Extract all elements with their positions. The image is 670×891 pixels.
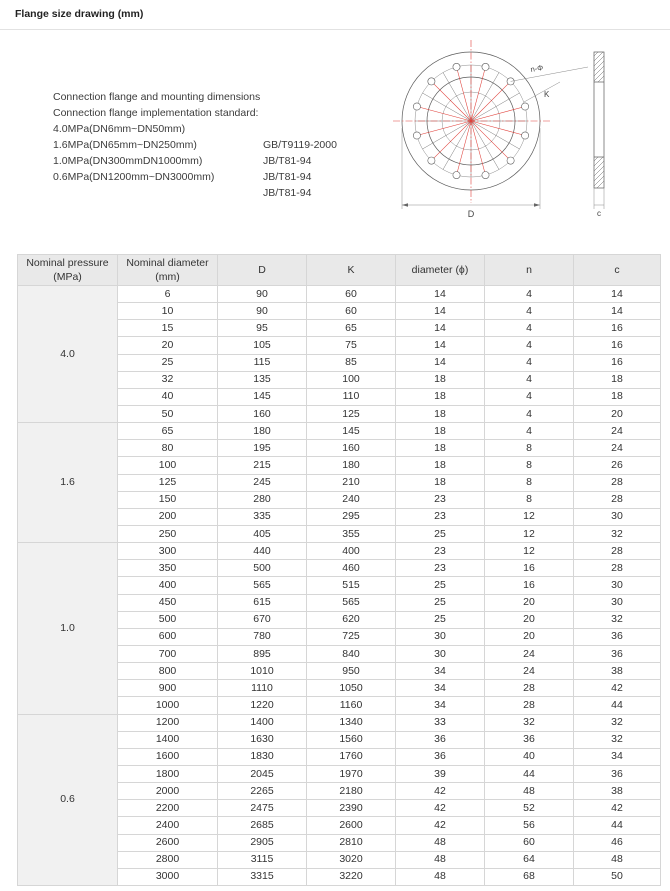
cell-c: 16 (574, 320, 661, 337)
cell-c: 50 (574, 869, 661, 886)
cell-c: 32 (574, 612, 661, 629)
cell-hole-diameter: 25 (396, 595, 485, 612)
cell-n: 8 (485, 492, 574, 509)
header-label: Nominal diameter (126, 257, 209, 269)
cell-nominal-diameter: 200 (118, 509, 218, 526)
cell-K: 60 (307, 286, 396, 303)
bolt-hole (507, 157, 514, 164)
cell-hole-diameter: 18 (396, 372, 485, 389)
cell-D: 1110 (218, 680, 307, 697)
cell-nominal-diameter: 400 (118, 577, 218, 594)
flange-size-table (17, 254, 661, 886)
cell-K: 2180 (307, 783, 396, 800)
cell-D: 565 (218, 577, 307, 594)
cell-D: 1830 (218, 749, 307, 766)
pressure-range-line: 4.0MPa(DN6mm~DN50mm) (53, 123, 186, 135)
cell-nominal-diameter: 40 (118, 389, 218, 406)
standard-line: JB/T81-94 (263, 171, 312, 183)
bolt-hole (453, 63, 460, 70)
pressure-group-cell: 4.0 (18, 286, 118, 423)
cell-hole-diameter: 18 (396, 423, 485, 440)
cell-c: 30 (574, 509, 661, 526)
intro-subheading: Connection flange implementation standard: (53, 107, 259, 119)
holes-leader-line (511, 67, 588, 81)
cell-c: 30 (574, 577, 661, 594)
dimension-arrow (534, 203, 540, 207)
cell-c: 24 (574, 423, 661, 440)
cell-D: 1400 (218, 715, 307, 732)
cell-hole-diameter: 23 (396, 543, 485, 560)
hatch-line (598, 76, 604, 82)
flange-front-view (393, 40, 588, 219)
pressure-range-line: 1.6MPa(DN65mm~DN250mm) (53, 139, 197, 151)
hatch-line (594, 171, 604, 181)
cell-c: 34 (574, 749, 661, 766)
section-header (0, 0, 670, 30)
cell-D: 135 (218, 372, 307, 389)
cell-n: 4 (485, 389, 574, 406)
header-label: Nominal pressure (26, 257, 109, 269)
cell-K: 65 (307, 320, 396, 337)
cell-c: 38 (574, 783, 661, 800)
cell-nominal-diameter: 100 (118, 457, 218, 474)
cell-c: 28 (574, 543, 661, 560)
cell-K: 60 (307, 303, 396, 320)
cell-n: 24 (485, 663, 574, 680)
bolt-circle-leader-line (524, 82, 560, 102)
radial-line (443, 73, 471, 122)
hatch-line (594, 157, 603, 166)
cell-K: 950 (307, 663, 396, 680)
cell-K: 85 (307, 355, 396, 372)
cell-K: 180 (307, 457, 396, 474)
cell-hole-diameter: 14 (396, 286, 485, 303)
cell-K: 1760 (307, 749, 396, 766)
cell-hole-diameter: 36 (396, 732, 485, 749)
dimension-arrow (402, 203, 408, 207)
cell-D: 440 (218, 543, 307, 560)
cell-nominal-diameter: 125 (118, 475, 218, 492)
pressure-range-line: 1.0MPa(DN300mmDN1000mm) (53, 155, 203, 167)
cell-hole-diameter: 34 (396, 697, 485, 714)
cell-n: 20 (485, 629, 574, 646)
cell-D: 405 (218, 526, 307, 543)
cell-n: 12 (485, 509, 574, 526)
cell-D: 2045 (218, 766, 307, 783)
cell-hole-diameter: 39 (396, 766, 485, 783)
cell-hole-diameter: 18 (396, 406, 485, 423)
hole-center-line (417, 121, 471, 136)
cell-hole-diameter: 23 (396, 492, 485, 509)
flange-drawing (385, 36, 625, 222)
hole-center-line (471, 81, 511, 121)
cell-D: 1220 (218, 697, 307, 714)
cell-c: 28 (574, 560, 661, 577)
cell-c: 16 (574, 337, 661, 354)
header-unit: (mm) (155, 271, 180, 283)
cell-n: 28 (485, 697, 574, 714)
cell-n: 16 (485, 577, 574, 594)
bolt-hole (522, 132, 529, 139)
cell-c: 36 (574, 766, 661, 783)
cell-n: 4 (485, 355, 574, 372)
pressure-group-cell: 1.0 (18, 543, 118, 714)
hatch-line (594, 56, 604, 66)
section-title: Flange size drawing (mm) (15, 8, 144, 20)
cell-K: 1970 (307, 766, 396, 783)
cell-K: 2600 (307, 817, 396, 834)
header-unit: (MPa) (53, 271, 82, 283)
cell-D: 180 (218, 423, 307, 440)
cell-nominal-diameter: 50 (118, 406, 218, 423)
hatch-line (594, 52, 598, 56)
thickness-label: c (597, 209, 601, 218)
cell-c: 42 (574, 800, 661, 817)
header-K: K (307, 255, 396, 286)
cell-K: 725 (307, 629, 396, 646)
cell-nominal-diameter: 450 (118, 595, 218, 612)
cell-D: 3115 (218, 852, 307, 869)
cell-D: 90 (218, 303, 307, 320)
cell-n: 68 (485, 869, 574, 886)
cell-D: 1010 (218, 663, 307, 680)
radial-line (471, 121, 520, 149)
cell-nominal-diameter: 700 (118, 646, 218, 663)
cell-hole-diameter: 42 (396, 817, 485, 834)
cell-K: 145 (307, 423, 396, 440)
bolt-hole (482, 172, 489, 179)
cell-K: 840 (307, 646, 396, 663)
cell-nominal-diameter: 250 (118, 526, 218, 543)
cell-n: 12 (485, 526, 574, 543)
cell-c: 28 (574, 492, 661, 509)
cell-K: 2390 (307, 800, 396, 817)
cell-hole-diameter: 25 (396, 526, 485, 543)
cell-n: 48 (485, 783, 574, 800)
bolt-circle-label: K (544, 90, 550, 99)
bolt-hole (522, 103, 529, 110)
cell-nominal-diameter: 80 (118, 440, 218, 457)
cell-n: 52 (485, 800, 574, 817)
cell-n: 4 (485, 406, 574, 423)
cell-K: 240 (307, 492, 396, 509)
cell-D: 2265 (218, 783, 307, 800)
cell-c: 44 (574, 817, 661, 834)
cell-nominal-diameter: 3000 (118, 869, 218, 886)
cell-D: 95 (218, 320, 307, 337)
cell-nominal-diameter: 2800 (118, 852, 218, 869)
cell-hole-diameter: 48 (396, 852, 485, 869)
cell-n: 44 (485, 766, 574, 783)
cell-hole-diameter: 23 (396, 509, 485, 526)
hatch-line (594, 161, 604, 171)
cell-hole-diameter: 14 (396, 303, 485, 320)
cell-D: 160 (218, 406, 307, 423)
cell-n: 16 (485, 560, 574, 577)
cell-hole-diameter: 14 (396, 337, 485, 354)
cell-hole-diameter: 18 (396, 389, 485, 406)
hole-center-line (471, 107, 525, 122)
cell-nominal-diameter: 1600 (118, 749, 218, 766)
cell-c: 38 (574, 663, 661, 680)
cell-K: 75 (307, 337, 396, 354)
cell-nominal-diameter: 2400 (118, 817, 218, 834)
hatch-line (594, 52, 603, 61)
cell-K: 565 (307, 595, 396, 612)
cell-K: 620 (307, 612, 396, 629)
cell-hole-diameter: 14 (396, 320, 485, 337)
hatch-line (594, 157, 598, 161)
cell-n: 36 (485, 732, 574, 749)
hole-center-line (471, 121, 511, 161)
cell-K: 1050 (307, 680, 396, 697)
bolt-hole (482, 63, 489, 70)
cell-K: 160 (307, 440, 396, 457)
holes-label: n-Φ (529, 62, 544, 74)
cell-D: 335 (218, 509, 307, 526)
cell-n: 60 (485, 835, 574, 852)
cell-n: 4 (485, 337, 574, 354)
radial-line (471, 93, 520, 121)
cell-n: 28 (485, 680, 574, 697)
cell-D: 245 (218, 475, 307, 492)
header-nominal-pressure (18, 255, 118, 286)
cell-c: 14 (574, 303, 661, 320)
cell-K: 2810 (307, 835, 396, 852)
cell-K: 400 (307, 543, 396, 560)
cell-D: 615 (218, 595, 307, 612)
radial-line (471, 73, 499, 122)
intro-heading: Connection flange and mounting dimensions (53, 91, 261, 103)
cell-hole-diameter: 30 (396, 629, 485, 646)
standard-line: GB/T9119-2000 (263, 139, 337, 151)
bolt-hole (413, 103, 420, 110)
radial-line (443, 121, 471, 170)
cell-D: 90 (218, 286, 307, 303)
cell-n: 4 (485, 320, 574, 337)
cell-D: 195 (218, 440, 307, 457)
cell-D: 215 (218, 457, 307, 474)
cell-c: 18 (574, 389, 661, 406)
cell-hole-diameter: 18 (396, 440, 485, 457)
cell-hole-diameter: 23 (396, 560, 485, 577)
cell-D: 895 (218, 646, 307, 663)
cell-K: 210 (307, 475, 396, 492)
cell-c: 16 (574, 355, 661, 372)
cell-n: 12 (485, 543, 574, 560)
cell-nominal-diameter: 10 (118, 303, 218, 320)
hatch-line (594, 66, 604, 76)
header-nominal-diameter (118, 255, 218, 286)
hatch-line (594, 176, 604, 186)
cell-hole-diameter: 48 (396, 869, 485, 886)
cell-hole-diameter: 42 (396, 783, 485, 800)
cell-c: 30 (574, 595, 661, 612)
cell-c: 20 (574, 406, 661, 423)
cell-K: 110 (307, 389, 396, 406)
cell-hole-diameter: 34 (396, 680, 485, 697)
cell-nominal-diameter: 32 (118, 372, 218, 389)
cell-hole-diameter: 14 (396, 355, 485, 372)
cell-c: 32 (574, 715, 661, 732)
standard-line: JB/T81-94 (263, 187, 312, 199)
cell-nominal-diameter: 6 (118, 286, 218, 303)
hole-center-line (457, 121, 472, 175)
cell-D: 1630 (218, 732, 307, 749)
hole-center-line (431, 81, 471, 121)
cell-nominal-diameter: 2000 (118, 783, 218, 800)
cell-D: 280 (218, 492, 307, 509)
cell-c: 18 (574, 372, 661, 389)
bolt-hole (428, 157, 435, 164)
cell-hole-diameter: 25 (396, 577, 485, 594)
cell-K: 100 (307, 372, 396, 389)
hole-center-line (471, 121, 486, 175)
cell-hole-diameter: 34 (396, 663, 485, 680)
cell-nominal-diameter: 65 (118, 423, 218, 440)
cell-nominal-diameter: 1000 (118, 697, 218, 714)
cell-c: 14 (574, 286, 661, 303)
radial-line (423, 93, 472, 121)
flange-side-view (594, 52, 604, 218)
cell-D: 780 (218, 629, 307, 646)
cell-nominal-diameter: 300 (118, 543, 218, 560)
header-hole-diameter: diameter (ϕ) (396, 255, 485, 286)
cell-n: 32 (485, 715, 574, 732)
cell-n: 8 (485, 440, 574, 457)
cell-nominal-diameter: 800 (118, 663, 218, 680)
cell-nominal-diameter: 350 (118, 560, 218, 577)
cell-n: 4 (485, 286, 574, 303)
bolt-hole (428, 78, 435, 85)
standard-line: JB/T81-94 (263, 155, 312, 167)
hole-center-line (471, 67, 486, 121)
hole-center-line (431, 121, 471, 161)
cell-K: 1160 (307, 697, 396, 714)
cell-nominal-diameter: 2600 (118, 835, 218, 852)
standards-list (263, 137, 337, 201)
cell-c: 32 (574, 732, 661, 749)
header-n: n (485, 255, 574, 286)
cell-nominal-diameter: 500 (118, 612, 218, 629)
hatch-line (594, 61, 604, 71)
cell-D: 500 (218, 560, 307, 577)
hole-center-line (471, 121, 525, 136)
cell-c: 28 (574, 475, 661, 492)
cell-n: 8 (485, 475, 574, 492)
cell-K: 3020 (307, 852, 396, 869)
hole-center-line (457, 67, 472, 121)
cell-hole-diameter: 33 (396, 715, 485, 732)
header-c: c (574, 255, 661, 286)
cell-D: 105 (218, 337, 307, 354)
cell-hole-diameter: 30 (396, 646, 485, 663)
cell-n: 4 (485, 423, 574, 440)
cell-K: 125 (307, 406, 396, 423)
bolt-hole (453, 172, 460, 179)
radial-line (423, 121, 472, 149)
cell-c: 46 (574, 835, 661, 852)
radial-line (471, 121, 499, 170)
cell-D: 115 (218, 355, 307, 372)
cell-c: 42 (574, 680, 661, 697)
cell-n: 4 (485, 303, 574, 320)
cell-D: 3315 (218, 869, 307, 886)
cell-n: 56 (485, 817, 574, 834)
cell-D: 2905 (218, 835, 307, 852)
cell-c: 48 (574, 852, 661, 869)
cell-D: 2475 (218, 800, 307, 817)
cell-nominal-diameter: 1200 (118, 715, 218, 732)
cell-n: 20 (485, 595, 574, 612)
cell-c: 44 (574, 697, 661, 714)
hatch-line (594, 71, 604, 81)
cell-n: 40 (485, 749, 574, 766)
cell-hole-diameter: 36 (396, 749, 485, 766)
cell-c: 36 (574, 646, 661, 663)
cell-nominal-diameter: 600 (118, 629, 218, 646)
cell-hole-diameter: 25 (396, 612, 485, 629)
hatch-line (594, 166, 604, 176)
cell-K: 460 (307, 560, 396, 577)
cell-c: 36 (574, 629, 661, 646)
cell-K: 515 (307, 577, 396, 594)
hole-center-line (417, 107, 471, 122)
cell-n: 24 (485, 646, 574, 663)
cell-K: 355 (307, 526, 396, 543)
cell-K: 1340 (307, 715, 396, 732)
cell-nominal-diameter: 20 (118, 337, 218, 354)
cell-n: 4 (485, 372, 574, 389)
cell-hole-diameter: 18 (396, 475, 485, 492)
cell-nominal-diameter: 1800 (118, 766, 218, 783)
cell-nominal-diameter: 2200 (118, 800, 218, 817)
cell-K: 295 (307, 509, 396, 526)
pressure-group-cell: 0.6 (18, 715, 118, 886)
cell-nominal-diameter: 15 (118, 320, 218, 337)
cell-nominal-diameter: 1400 (118, 732, 218, 749)
cell-K: 3220 (307, 869, 396, 886)
cell-hole-diameter: 42 (396, 800, 485, 817)
cell-n: 64 (485, 852, 574, 869)
cell-nominal-diameter: 25 (118, 355, 218, 372)
cell-K: 1560 (307, 732, 396, 749)
outer-diameter-label: D (467, 209, 475, 219)
header-D: D (218, 255, 307, 286)
cell-D: 2685 (218, 817, 307, 834)
cell-nominal-diameter: 150 (118, 492, 218, 509)
cell-n: 8 (485, 457, 574, 474)
cell-D: 670 (218, 612, 307, 629)
cell-c: 24 (574, 440, 661, 457)
cell-hole-diameter: 18 (396, 457, 485, 474)
cell-D: 145 (218, 389, 307, 406)
cell-c: 32 (574, 526, 661, 543)
intro-text (53, 89, 260, 185)
bolt-hole (413, 132, 420, 139)
cell-nominal-diameter: 900 (118, 680, 218, 697)
cell-c: 26 (574, 457, 661, 474)
pressure-group-cell: 1.6 (18, 423, 118, 543)
cell-n: 20 (485, 612, 574, 629)
cell-hole-diameter: 48 (396, 835, 485, 852)
pressure-range-line: 0.6MPa(DN1200mm~DN3000mm) (53, 171, 215, 183)
